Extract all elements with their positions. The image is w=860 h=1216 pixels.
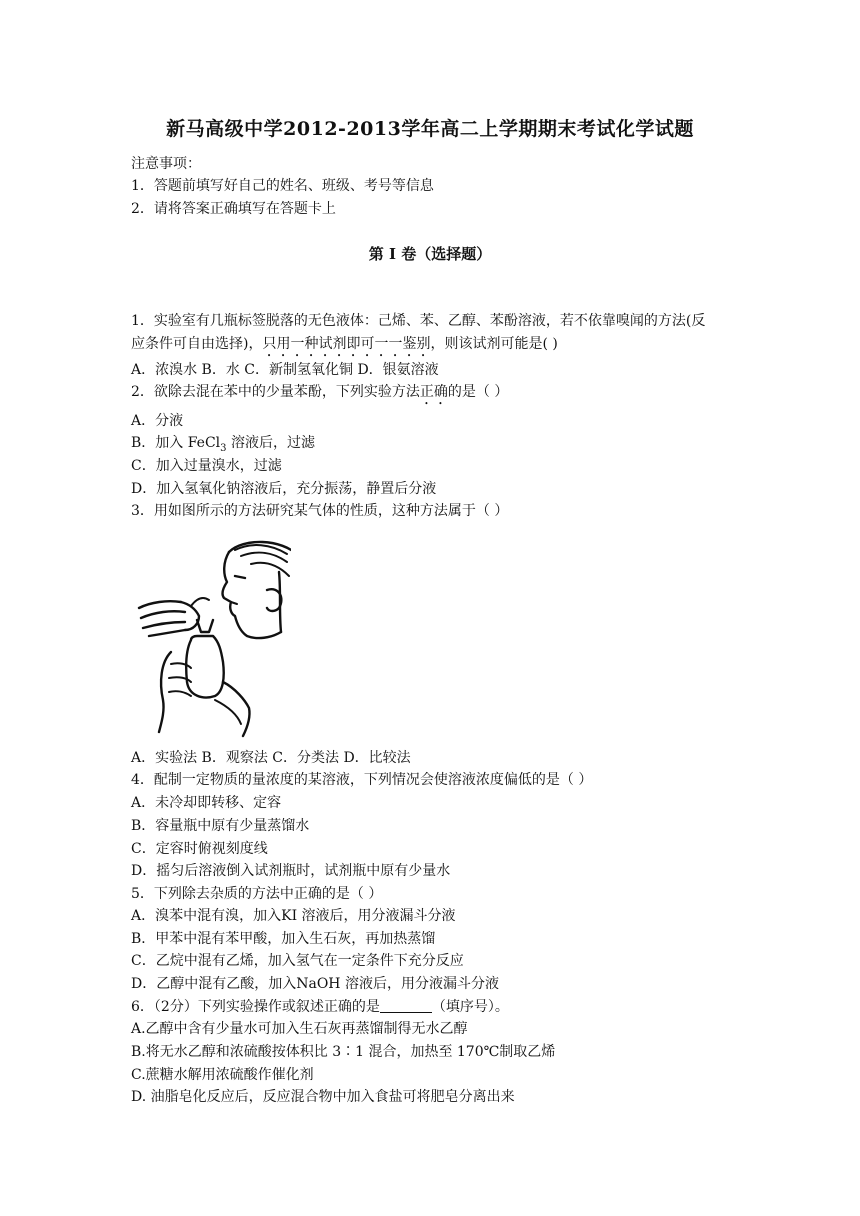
q1-stem-emphasis: 只用一种试剂即可一一鉴别: [262, 336, 431, 352]
q2-option-b-pre: B．加入 FeCl: [131, 435, 221, 451]
q5-option-c: C．乙烷中混有乙烯，加入氢气在一定条件下充分反应: [131, 953, 464, 969]
q2-option-a: A．分液: [131, 413, 184, 429]
notes-item-1: 1．答题前填写好自己的姓名、班级、考号等信息: [131, 178, 434, 194]
q5-option-a: A．溴苯中混有溴，加入KI 溶液后，用分液漏斗分液: [131, 908, 456, 924]
q6-stem: [131, 997, 509, 1017]
q2-stem: [131, 382, 508, 408]
q6-option-d: D. 油脂皂化反应后，反应混合物中加入食盐可将肥皂分离出来: [131, 1089, 515, 1105]
q6-stem-pre: 6．（2分）下列实验操作或叙述正确的是: [131, 999, 380, 1015]
notes-item-2: 2．请将答案正确填写在答题卡上: [131, 201, 336, 217]
q2-option-d: D．加入氢氧化钠溶液后，充分振荡，静置后分液: [131, 481, 437, 497]
q1-stem-post: ，则该试剂可能是( ): [430, 336, 558, 352]
q2-option-c: C．加入过量溴水，过滤: [131, 458, 282, 474]
q2-option-b-post: 溶液后，过滤: [226, 435, 315, 451]
q6-option-a: A.乙醇中含有少量水可加入生石灰再蒸馏制得无水乙醇: [131, 1021, 468, 1037]
q6-stem-post: （填序号）。: [431, 999, 509, 1015]
q2-stem-post: 的是（ ）: [447, 384, 509, 400]
q2-stem-pre: 2．欲除去混在苯中的少量苯酚，下列实验方法: [131, 384, 420, 400]
q6-option-c: C.蔗糖水解用浓硫酸作催化剂: [131, 1067, 314, 1083]
q2-stem-emphasis: 正确: [419, 384, 448, 400]
q1-stem-pre: 应条件可自由选择)，: [131, 336, 263, 352]
q5-option-d: D．乙醇中混有乙酸，加入NaOH 溶液后，用分液漏斗分液: [131, 976, 499, 992]
q4-option-a: A．未冷却即转移、定容: [131, 795, 282, 811]
q1-stem-line2: [131, 334, 558, 360]
q4-option-d: D．摇匀后溶液倒入试剂瓶时，试剂瓶中原有少量水: [131, 863, 451, 879]
q5-option-b: B．甲苯中混有苯甲酸，加入生石灰，再加热蒸馏: [131, 931, 436, 947]
q1-options: A．浓溴水 B．水 C．新制氢氧化铜 D．银氨溶液: [131, 362, 439, 378]
q6-answer-blank: [380, 998, 432, 1013]
q5-stem: 5．下列除去杂质的方法中正确的是（ ）: [131, 886, 383, 902]
q2-option-b-subscript: 3: [220, 442, 227, 454]
q4-option-b: B．容量瓶中原有少量蒸馏水: [131, 818, 310, 834]
q6-option-b: B.将无水乙醇和浓硫酸按体积比 3∶1 混合，加热至 170℃制取乙烯: [131, 1044, 556, 1060]
q3-options: A．实验法 B．观察法 C．分类法 D．比较法: [131, 750, 411, 766]
smell-waving-illustration: [131, 532, 291, 738]
q3-stem: 3．用如图所示的方法研究某气体的性质，这种方法属于（ ）: [131, 503, 509, 519]
section-title: 第 I 卷（选择题）: [368, 245, 492, 263]
q1-stem-line1: 1．实验室有几瓶标签脱落的无色液体：己烯、苯、乙醇、苯酚溶液，若不依靠嗅闻的方法(反: [131, 313, 706, 329]
notes-heading: 注意事项：: [131, 156, 201, 172]
page-title: 新马高级中学2012-2013学年高二上学期期末考试化学试题: [166, 118, 694, 140]
q2-option-b: [131, 433, 315, 459]
q4-option-c: C．定容时俯视刻度线: [131, 841, 268, 857]
q4-stem: 4．配制一定物质的量浓度的某溶液，下列情况会使溶液浓度偏低的是（ ）: [131, 772, 593, 788]
